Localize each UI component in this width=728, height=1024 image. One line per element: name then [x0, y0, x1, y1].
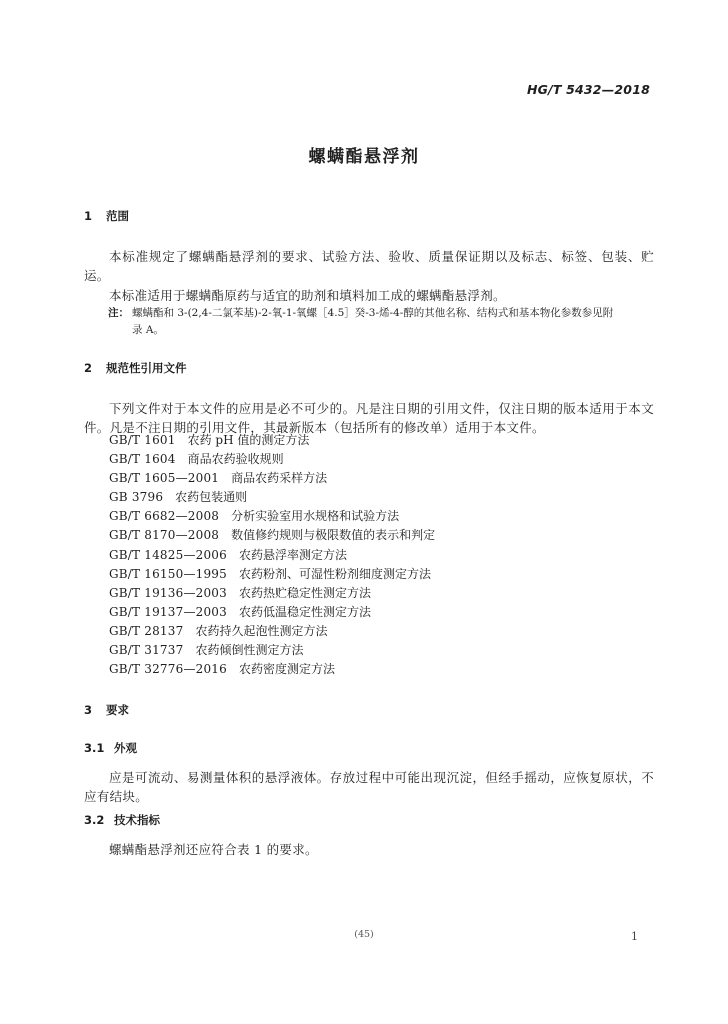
reference-code: GB/T 19136—2003: [109, 585, 227, 600]
section-number: 2: [84, 361, 93, 375]
reference-item: [109, 526, 435, 545]
section-title: 规范性引用文件: [106, 361, 187, 375]
reference-item: [109, 507, 435, 526]
reference-code: GB/T 14825—2006: [109, 547, 227, 562]
reference-code: GB/T 28137: [109, 623, 184, 638]
subsection-number: 3.2: [84, 813, 105, 827]
reference-item: [109, 622, 435, 641]
reference-title: 农药粉剂、可湿性粉剂细度测定方法: [238, 566, 431, 581]
reference-title: 数值修约规则与极限数值的表示和判定: [231, 528, 436, 543]
reference-title: 农药包装通则: [175, 490, 248, 505]
note-line-1: [108, 305, 654, 322]
reference-title: 农药倾倒性测定方法: [195, 643, 304, 658]
subsection-number: 3.1: [84, 741, 105, 755]
reference-list: [109, 431, 435, 679]
section-title: 范围: [106, 209, 129, 223]
note-text-1: 螺螨酯和 3-(2,4-二氯苯基)-2-氧-1-氧螺［4.5］癸-3-烯-4-醇的其他名称、结构式和基本物化参数参见附: [132, 307, 614, 319]
section-3-2-text: 螺螨酯悬浮剂还应符合表 1 的要求。: [109, 842, 318, 857]
section-3-heading: [84, 702, 129, 718]
reference-title: 农药持久起泡性测定方法: [195, 623, 328, 638]
reference-title: 农药悬浮率测定方法: [238, 547, 347, 562]
section-2-heading: [84, 360, 187, 376]
reference-item: [109, 488, 435, 507]
subsection-title: 技术指标: [114, 813, 160, 827]
section-3-1-heading: [84, 740, 137, 756]
reference-code: GB/T 1601: [109, 433, 176, 447]
reference-code: GB/T 19137—2003: [109, 604, 227, 619]
section-1-paragraph-2: 本标准适用于螺螨酯原药与适宜的助剂和填料加工成的螺螨酯悬浮剂。: [109, 288, 506, 303]
reference-title: 分析实验室用水规格和试验方法: [231, 509, 400, 524]
section-1-note: [108, 305, 654, 339]
section-1-heading: [84, 208, 129, 224]
reference-item: [109, 450, 435, 469]
reference-title: 农药热贮稳定性测定方法: [238, 585, 371, 600]
page-number: 1: [631, 930, 638, 943]
reference-title: 农药 pH 值的测定方法: [187, 433, 310, 447]
reference-item: [109, 469, 435, 488]
document-title: 螺螨酯悬浮剂: [308, 147, 420, 167]
reference-code: GB/T 8170—2008: [109, 528, 220, 543]
section-3-1-text: 应是可流动、易测量体积的悬浮液体。存放过程中可能出现沉淀，但经手摇动，应恢复原状，不应有结块。: [84, 770, 654, 804]
standard-number: HG/T 5432—2018: [526, 82, 650, 97]
section-title: 要求: [106, 703, 129, 717]
reference-code: GB/T 32776—2016: [109, 662, 227, 677]
reference-code: GB 3796: [109, 490, 164, 505]
subsection-title: 外观: [114, 741, 137, 755]
section-2-intro: 下列文件对于本文件的应用是必不可少的。凡是注日期的引用文件，仅注日期的版本适用于本文件。凡是不注日期的引用文件，其最新版本（包括所有的修改单）适用于本文件。: [84, 401, 654, 435]
reference-code: GB/T 16150—1995: [109, 566, 227, 581]
reference-item: [109, 641, 435, 660]
reference-item: [109, 603, 435, 622]
reference-item: [109, 584, 435, 603]
reference-title: 商品农药采样方法: [231, 471, 328, 486]
section-3-2-heading: [84, 812, 160, 828]
note-label: 注：: [108, 307, 129, 319]
section-number: 1: [84, 209, 93, 223]
reference-title: 农药密度测定方法: [238, 662, 335, 677]
reference-code: GB/T 6682—2008: [109, 509, 220, 524]
reference-item: [109, 565, 435, 584]
note-line-2: 录 A。: [132, 324, 164, 336]
reference-code: GB/T 1604: [109, 452, 176, 467]
section-number: 3: [84, 703, 93, 717]
reference-title: 农药低温稳定性测定方法: [238, 604, 371, 619]
reference-title: 商品农药验收规则: [187, 452, 284, 467]
footer-sequence: (45): [354, 929, 374, 940]
reference-code: GB/T 31737: [109, 643, 184, 658]
reference-item: [109, 546, 435, 565]
section-1-paragraph-1: 本标准规定了螺螨酯悬浮剂的要求、试验方法、验收、质量保证期以及标志、标签、包装、贮运。: [84, 249, 654, 283]
reference-code: GB/T 1605—2001: [109, 471, 220, 486]
reference-item: [109, 431, 435, 450]
reference-item: [109, 660, 435, 679]
